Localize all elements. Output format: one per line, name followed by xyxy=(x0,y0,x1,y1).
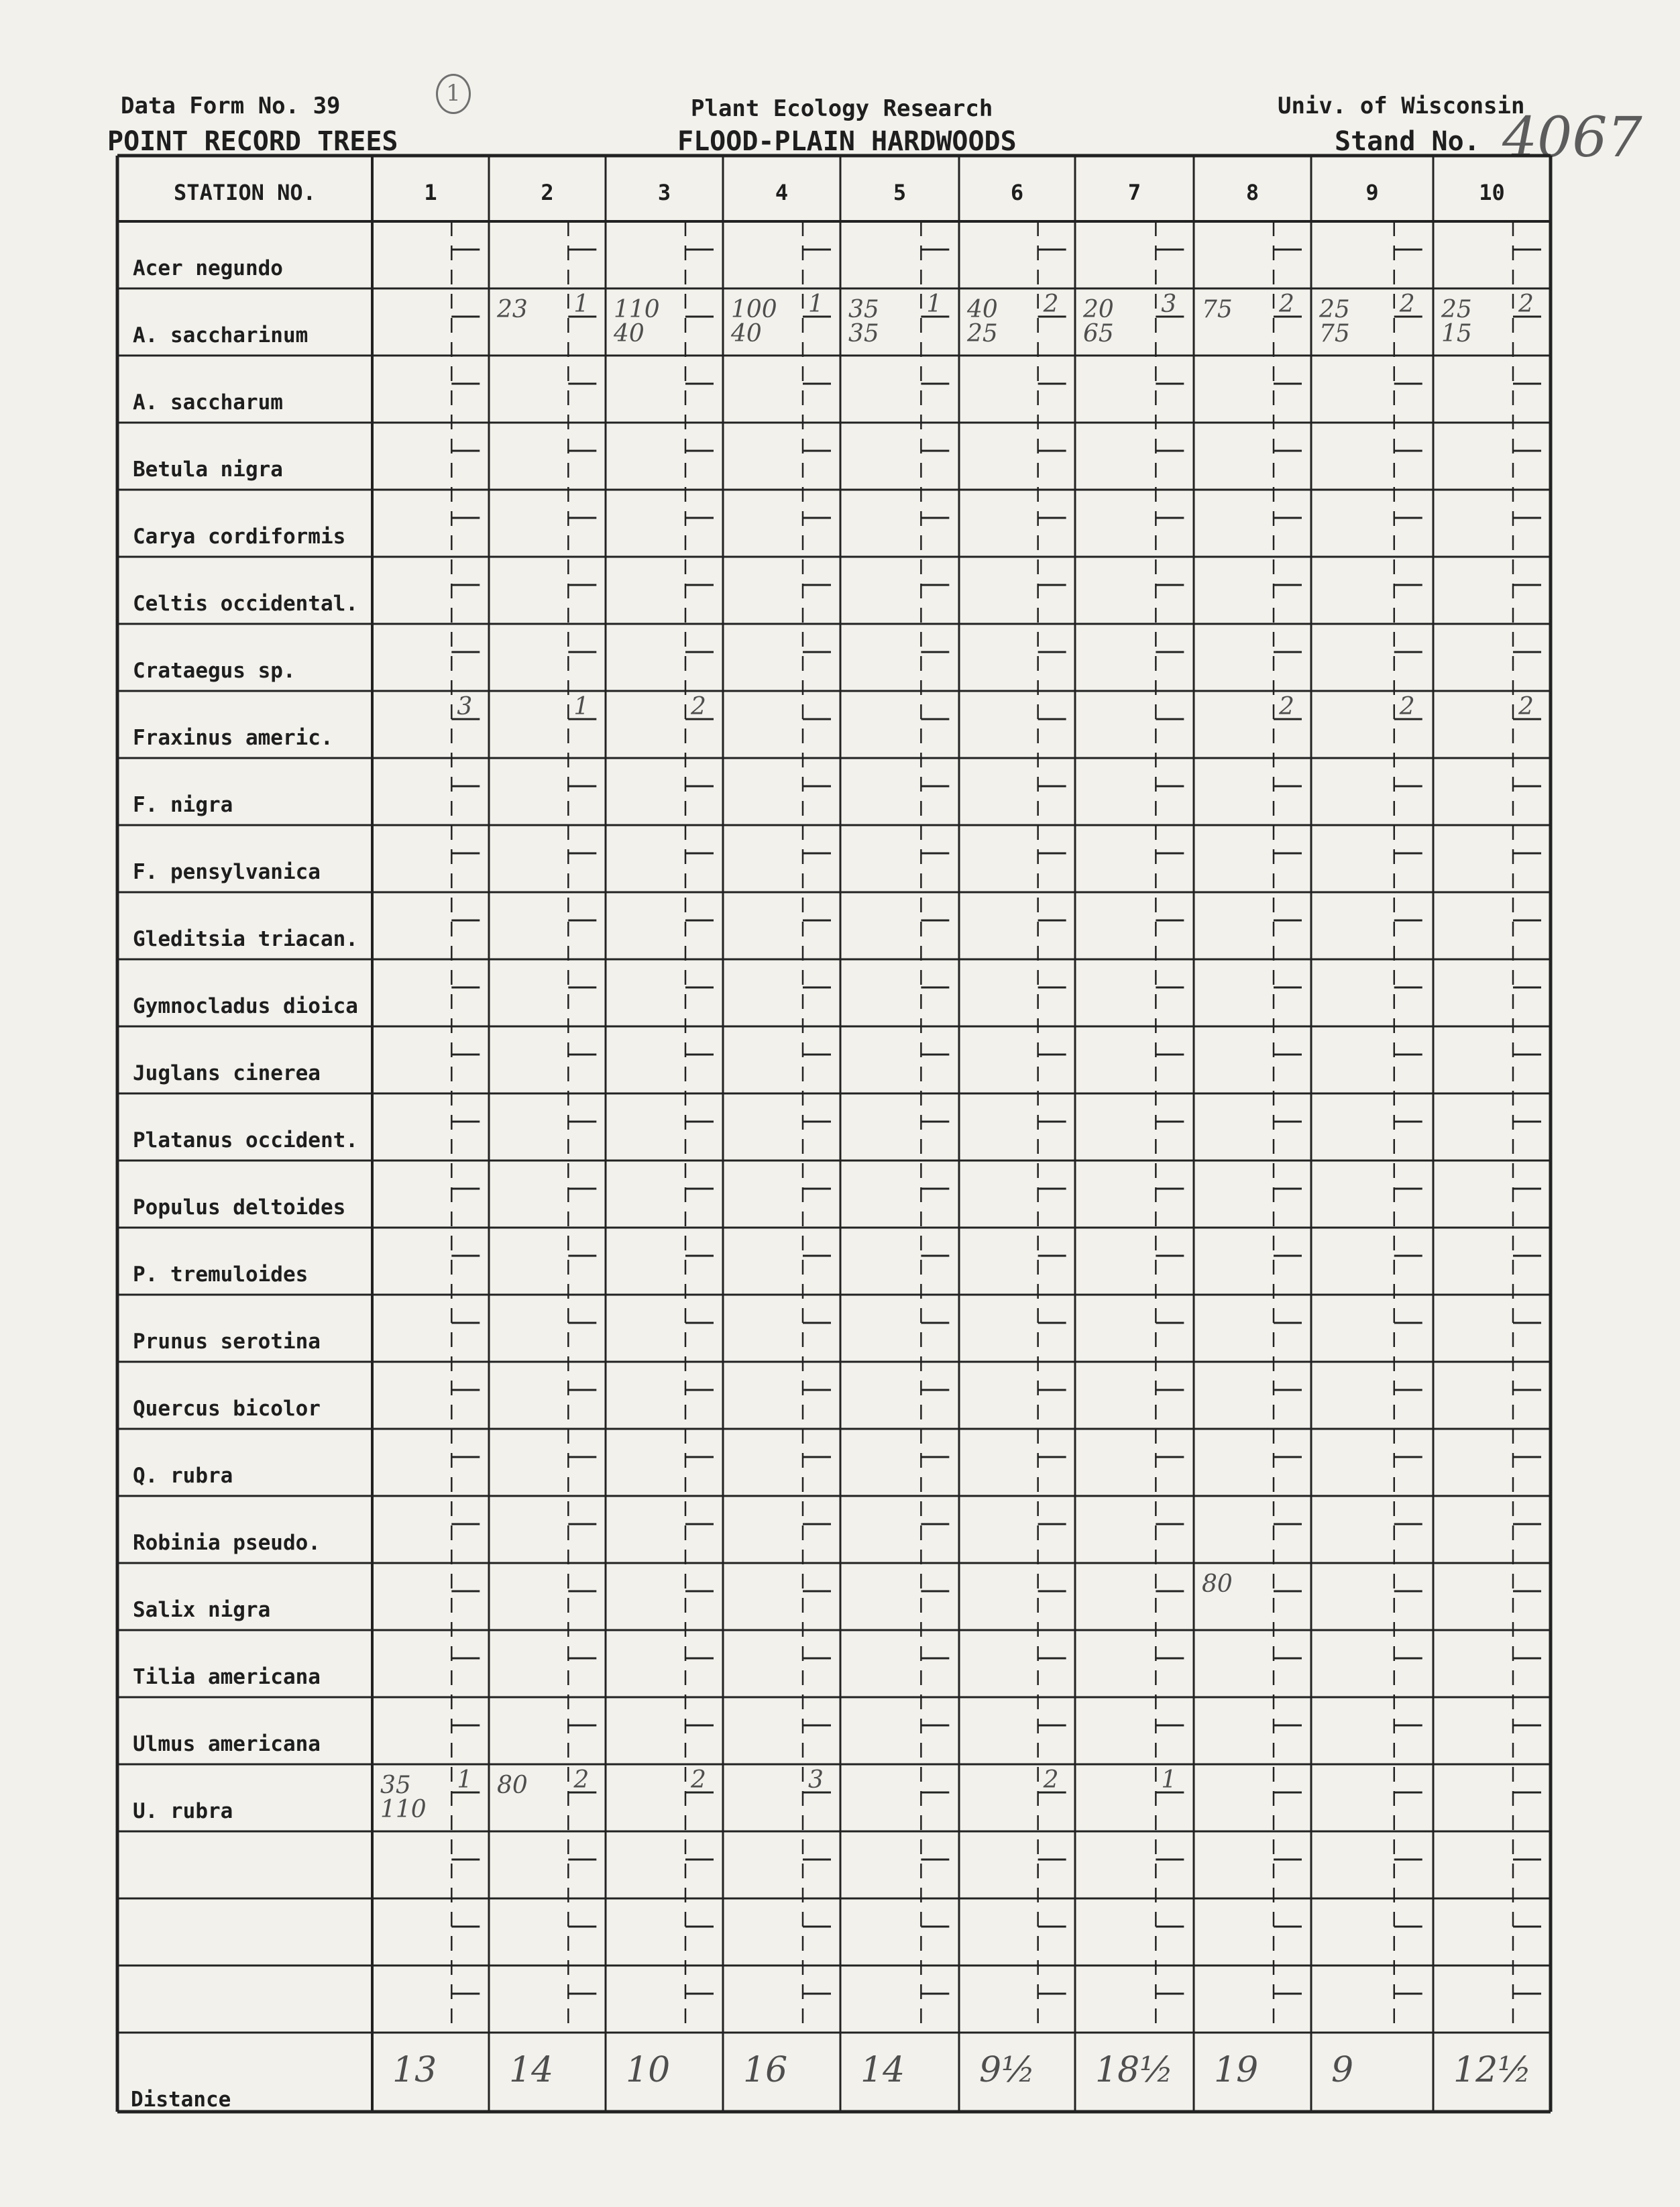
dbh-entry: 25 15 xyxy=(1441,296,1472,347)
university-name: Univ. of Wisconsin xyxy=(1278,93,1525,119)
station-header-3: 3 xyxy=(657,180,671,205)
species-label: Betula nigra xyxy=(133,457,283,482)
tree-count-entry: 3 xyxy=(808,1766,824,1794)
species-label: Acer negundo xyxy=(133,256,283,280)
station-header-10: 10 xyxy=(1479,180,1505,205)
tree-count-entry: 2 xyxy=(573,1766,590,1794)
tree-count-entry: 2 xyxy=(1043,290,1059,318)
distance-value: 19 xyxy=(1214,2050,1259,2090)
distance-value: 18½ xyxy=(1095,2050,1174,2090)
species-label: Gymnocladus dioica xyxy=(133,994,358,1018)
tree-count-entry: 2 xyxy=(1279,290,1294,318)
forest-type-title: FLOOD-PLAIN HARDWOODS xyxy=(677,126,1017,157)
tree-count-entry: 3 xyxy=(1161,290,1177,318)
tree-count-entry: 2 xyxy=(1399,693,1415,720)
species-label: F. pensylvanica xyxy=(133,860,321,884)
stand-number-value: 4067 xyxy=(1502,106,1642,170)
species-label: U. rubra xyxy=(133,1799,233,1823)
species-label: P. tremuloides xyxy=(133,1262,309,1287)
tree-count-entry: 1 xyxy=(1161,1766,1177,1794)
tree-count-entry: 2 xyxy=(691,693,706,720)
species-label: Robinia pseudo. xyxy=(133,1531,321,1555)
tree-count-entry: 3 xyxy=(457,693,473,720)
tree-count-entry: 2 xyxy=(1518,693,1534,720)
station-header-6: 6 xyxy=(1010,180,1024,205)
tree-count-entry: 2 xyxy=(1518,290,1534,318)
organization-name: Plant Ecology Research xyxy=(691,95,993,122)
species-label: A. saccharinum xyxy=(133,323,309,347)
species-label: Tilia americana xyxy=(133,1665,321,1689)
tree-count-entry: 2 xyxy=(1399,290,1415,318)
distance-value: 14 xyxy=(509,2050,554,2090)
dbh-entry: 23 xyxy=(497,296,528,323)
species-label: Gleditsia triacan. xyxy=(133,927,358,951)
distance-value: 16 xyxy=(743,2050,788,2090)
circled-page-mark: 1 xyxy=(436,74,471,114)
tree-count-entry: 1 xyxy=(573,693,590,720)
species-label: F. nigra xyxy=(133,793,233,817)
form-number: Data Form No. 39 xyxy=(121,93,341,119)
tree-count-entry: 2 xyxy=(1279,693,1294,720)
species-label: Prunus serotina xyxy=(133,1330,321,1354)
species-label: Quercus bicolor xyxy=(133,1397,321,1421)
dbh-entry: 25 75 xyxy=(1319,296,1350,347)
tree-count-entry: 1 xyxy=(573,290,590,318)
species-label: Platanus occident. xyxy=(133,1128,358,1152)
station-header-2: 2 xyxy=(541,180,554,205)
distance-value: 9½ xyxy=(979,2050,1035,2090)
tree-count-entry: 2 xyxy=(1043,1766,1059,1794)
stand-number-label: Stand No. xyxy=(1335,126,1480,157)
species-label: Q. rubra xyxy=(133,1464,233,1488)
tree-count-entry: 1 xyxy=(457,1766,473,1794)
species-label: Salix nigra xyxy=(133,1598,271,1622)
dbh-entry: 40 25 xyxy=(967,296,998,347)
distance-value: 14 xyxy=(860,2050,905,2090)
dbh-entry: 80 xyxy=(497,1772,528,1799)
station-header-5: 5 xyxy=(893,180,907,205)
dbh-entry: 35 110 xyxy=(380,1772,427,1823)
dbh-entry: 20 65 xyxy=(1083,296,1114,347)
tree-count-entry: 1 xyxy=(808,290,824,318)
distance-label: Distance xyxy=(131,2088,231,2112)
distance-value: 13 xyxy=(392,2050,437,2090)
station-header-cell: STATION NO. xyxy=(174,180,316,205)
dbh-entry: 75 xyxy=(1202,296,1233,323)
dbh-entry: 80 xyxy=(1202,1570,1233,1598)
dbh-entry: 35 35 xyxy=(848,296,879,347)
species-label: Carya cordiformis xyxy=(133,525,346,549)
distance-value: 10 xyxy=(626,2050,671,2090)
distance-value: 12½ xyxy=(1453,2050,1532,2090)
station-header-9: 9 xyxy=(1365,180,1379,205)
station-header-4: 4 xyxy=(775,180,789,205)
station-header-7: 7 xyxy=(1127,180,1141,205)
dbh-entry: 110 40 xyxy=(614,296,660,347)
species-label: Juglans cinerea xyxy=(133,1061,321,1085)
species-label: Celtis occidental. xyxy=(133,592,358,616)
species-label: Populus deltoides xyxy=(133,1195,346,1220)
station-header-1: 1 xyxy=(424,180,437,205)
tree-count-entry: 1 xyxy=(926,290,942,318)
species-label: Ulmus americana xyxy=(133,1732,321,1756)
tree-count-entry: 2 xyxy=(691,1766,706,1794)
species-label: A. saccharum xyxy=(133,390,283,415)
species-label: Crataegus sp. xyxy=(133,659,296,683)
dbh-entry: 100 40 xyxy=(731,296,777,347)
station-header-8: 8 xyxy=(1245,180,1259,205)
form-title: POINT RECORD TREES xyxy=(107,126,398,157)
species-label: Fraxinus americ. xyxy=(133,726,333,750)
distance-value: 9 xyxy=(1331,2050,1354,2090)
